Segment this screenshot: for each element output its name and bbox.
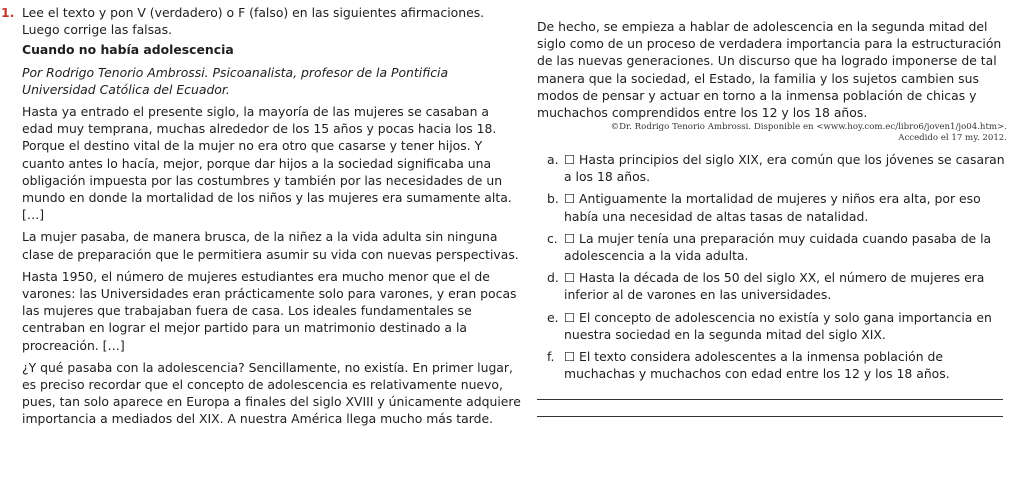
answer-line[interactable] — [537, 416, 1003, 417]
article-author: Por Rodrigo Tenorio Ambrossi. Psicoanalista, profesor de la Pontificia Universidad Católica del Ecuador. — [22, 64, 449, 97]
statement-item — [537, 348, 1007, 382]
statement-item — [537, 230, 1007, 264]
article-paragraph: De hecho, se empieza a hablar de adolescencia en la segunda mitad del siglo como de un proceso de verdadera importancia para la estructuración de las nuevas generaciones. Un discurso que ha logrado imponerse de tal manera que la sociedad, el Estado, la familia y los sujetos cambien sus modos de pensar y actuar en torno a la inmensa población de chicas y muchachos comprendidos entre los 12 y los 18 años. — [537, 19, 1002, 121]
article-title: Cuando no había adolescencia — [22, 42, 234, 58]
statement-letter: e. — [547, 309, 559, 325]
statement-text[interactable]: ☐ Hasta principios del siglo XIX, era común que los jóvenes se casaran a los 18 años. — [564, 152, 1005, 185]
statement-letter: f. — [547, 349, 555, 365]
answer-line[interactable] — [537, 399, 1003, 400]
statement-letter: b. — [547, 191, 559, 207]
statement-text[interactable]: ☐ El concepto de adolescencia no existía y solo gana importancia en nuestra sociedad en la segunda mitad del siglo XIX. — [564, 309, 992, 342]
article-paragraph: La mujer pasaba, de manera brusca, de la niñez a la vida adulta sin ninguna clase de preparación que le permitiera asumir su vida con nuevas perspectivas. — [22, 229, 519, 262]
article-credit — [537, 122, 1007, 143]
left-column — [1, 0, 522, 428]
article-paragraph: Hasta ya entrado el presente siglo, la mayoría de las mujeres se casaban a edad muy temprana, muchas alrededor de los 15 años y pocas hacia los 18. Porque el destino vital de la mujer no era otro que casarse y tener hijos. Y cuanto antes lo hacía, mejor, porque dar hijos a la sociedad significaba una obligación impuesta por las costumbres y también por las necesidades de un mundo en donde la mortalidad de los niños y las mujeres era sumamente alta. […] — [22, 104, 512, 223]
statement-item — [537, 151, 1007, 185]
statement-letter: a. — [547, 152, 559, 168]
statement-item — [537, 269, 1007, 303]
credit-source: ©Dr. Rodrigo Tenorio Ambrossi. Disponible en <www.hoy.com.ec/libro6/joven1/jo04.htm>. — [610, 122, 1007, 133]
right-column — [537, 0, 1007, 417]
article-paragraph: Hasta 1950, el número de mujeres estudiantes era mucho menor que el de varones: las Universidades eran prácticamente solo para varones, y eran pocas las mujeres que trabajaban fuera de casa. Los ideales fundamentales se centraban en lograr el mejor partido para un matrimonio destinado a la procreación. […] — [22, 268, 517, 353]
statement-item — [537, 190, 1007, 224]
statement-text[interactable]: ☐ La mujer tenía una preparación muy cuidada cuando pasaba de la adolescencia a la vida adulta. — [564, 230, 992, 264]
exercise-number: 1. — [1, 5, 15, 20]
statement-item — [537, 309, 1007, 343]
statement-text[interactable]: ☐ Hasta la década de los 50 del siglo XX, el número de mujeres era inferior al de varones en las universidades. — [564, 270, 985, 303]
article-paragraph: ¿Y qué pasaba con la adolescencia? Sencillamente, no existía. En primer lugar, es preciso recordar que el concepto de adolescencia es relativamente nuevo, pues, tan solo aparece en Europa a finales del siglo XVIII y únicamente adquiere importancia a mediados del XIX. A nuestra América llega mucho más tarde. — [22, 359, 521, 427]
statement-letter: d. — [547, 270, 559, 286]
statement-letter: c. — [547, 230, 558, 246]
credit-accessed: Accedido el 17 my. 2012. — [898, 132, 1007, 143]
exercise-instruction: Lee el texto y pon V (verdadero) o F (falso) en las siguientes afirmaciones. Luego corrige las falsas. — [22, 5, 485, 38]
statement-text[interactable]: ☐ Antiguamente la mortalidad de mujeres y niños era alta, por eso había una necesidad de altas tasas de natalidad. — [564, 191, 981, 224]
statement-list — [537, 151, 1007, 382]
statement-text[interactable]: ☐ El texto considera adolescentes a la inmensa población de muchachas y muchachos con edad entre los 12 y los 18 años. — [564, 349, 950, 382]
